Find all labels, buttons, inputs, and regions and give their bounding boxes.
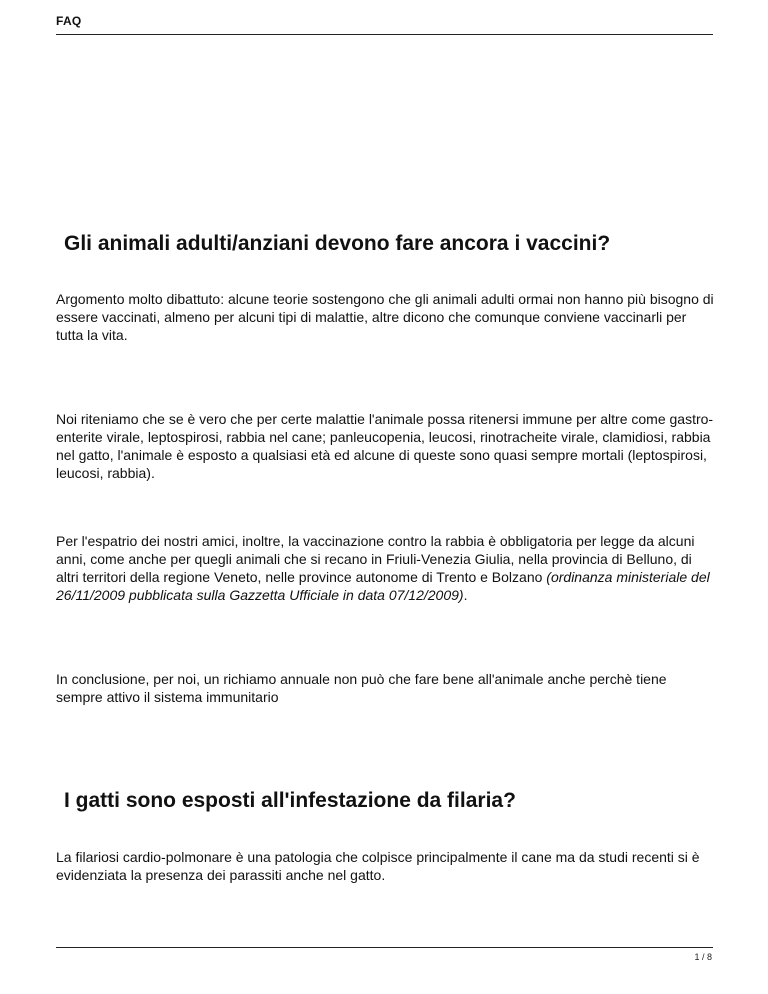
paragraph xyxy=(56,532,716,604)
footer-divider xyxy=(56,947,713,948)
page-number: 1 / 8 xyxy=(694,952,712,962)
citation-end: . xyxy=(463,587,468,603)
page-header-title: FAQ xyxy=(56,14,82,28)
section-heading-vaccines: Gli animali adulti/anziani devono fare ancora i vaccini? xyxy=(64,232,611,255)
paragraph: Noi riteniamo che se è vero che per certe malattie l'animale possa ritenersi immune per altre come gastro-enterite virale, leptospirosi, rabbia nel cane; panleucopenia, leucosi, rinotracheite virale, clamidiosi, rabbia nel gatto, l'animale è esposto a qualsiasi età ed alcune di queste sono quasi sempre mortali (leptospirosi, leucosi, rabbia). xyxy=(56,411,714,481)
paragraph: La filariosi cardio-polmonare è una patologia che colpisce principalmente il cane ma da studi recenti si è evidenziata la presenza dei parassiti anche nel gatto. xyxy=(56,849,700,883)
section-heading-filaria: I gatti sono esposti all'infestazione da filaria? xyxy=(64,789,516,812)
paragraph-text: Per l'espatrio dei nostri amici, inoltre, la vaccinazione contro la rabbia è obbligatoria per legge da alcuni anni, come anche per quegli animali che si recano in Friuli-Venezia Giulia, nella provincia di Belluno, di altri territori della regione Veneto, nelle province autonome di Trento e Bolzano xyxy=(56,533,695,585)
law-citation: (ordinanza ministeriale del 26/11/2009 pubblicata sulla Gazzetta Ufficiale in data 07/12/2009) xyxy=(56,569,710,603)
header-divider xyxy=(56,34,713,35)
paragraph: Argomento molto dibattuto: alcune teorie sostengono che gli animali adulti ormai non hanno più bisogno di essere vaccinati, almeno per alcuni tipi di malattie, altre dicono che comunque conviene vaccinarli per tutta la vita. xyxy=(56,291,714,343)
paragraph: In conclusione, per noi, un richiamo annuale non può che fare bene all'animale anche perchè tiene sempre attivo il sistema immunitario xyxy=(56,671,667,705)
